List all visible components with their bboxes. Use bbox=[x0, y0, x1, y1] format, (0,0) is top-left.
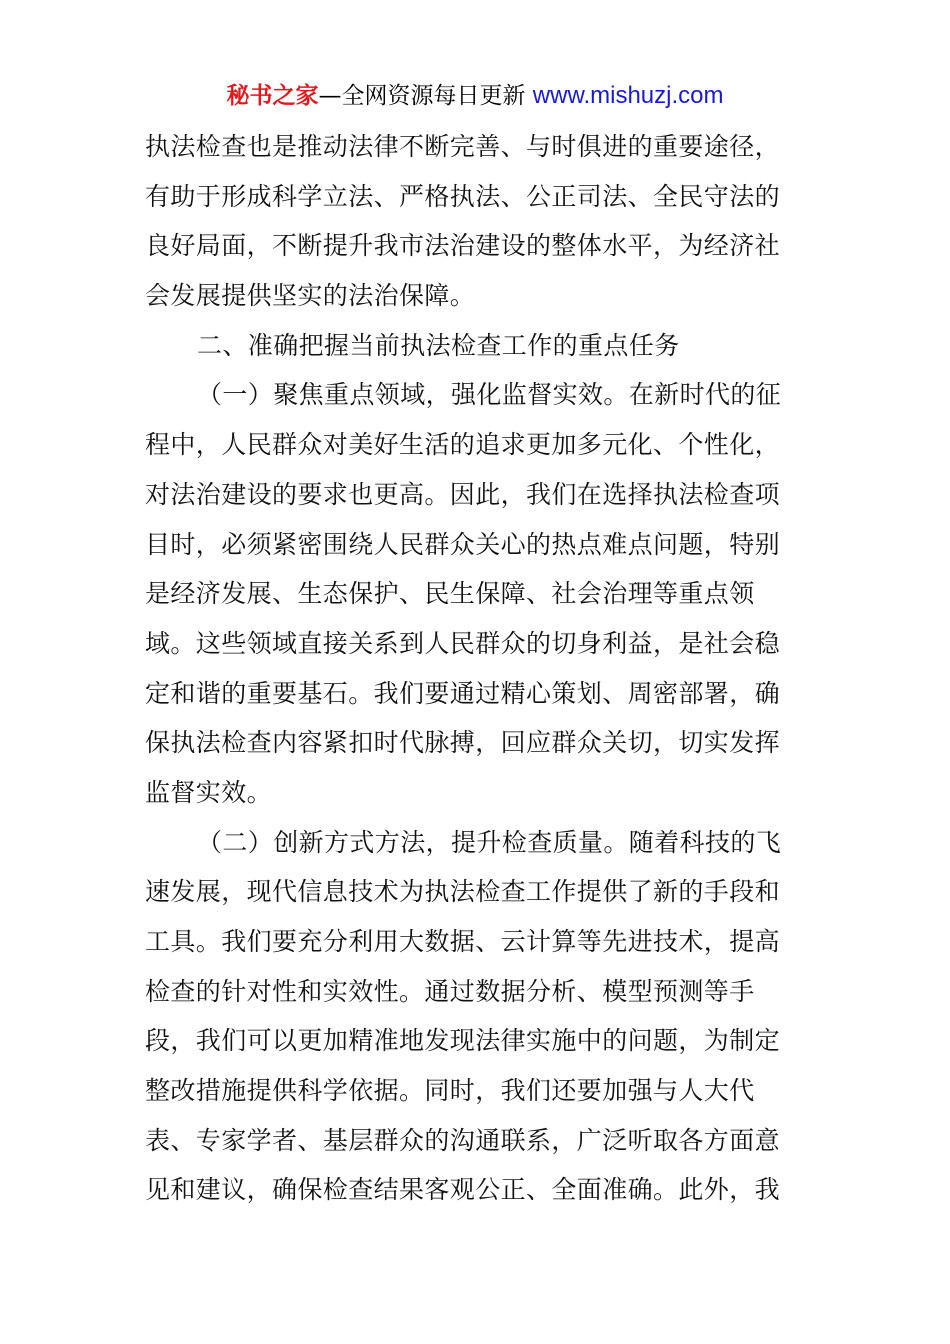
brand-name: 秘书之家 bbox=[226, 83, 319, 109]
text-line: 工具。我们要充分利用大数据、云计算等先进技术，提高 bbox=[145, 927, 781, 956]
text-line: 程中，人民群众对美好生活的追求更加多元化、个性化， bbox=[145, 430, 781, 460]
text-line: 见和建议，确保检查结果客观公正、全面准确。此外，我 bbox=[145, 1175, 781, 1205]
text-line: 二、准确把握当前执法检查工作的重点任务 bbox=[197, 330, 680, 360]
text-line: 会发展提供坚实的法治保障。 bbox=[145, 281, 476, 311]
header-slogan: —全网资源每日更新 bbox=[318, 83, 533, 109]
text-line: 是经济发展、生态保护、民生保障、社会治理等重点领 bbox=[145, 579, 755, 609]
text-line: 良好局面，不断提升我市法治建设的整体水平，为经济社 bbox=[145, 231, 781, 261]
text-line: 执法检查也是推动法律不断完善、与时俱进的重要途径， bbox=[145, 132, 781, 161]
site-url-link[interactable]: www.mishuzj.com bbox=[532, 82, 724, 109]
text-line: 保执法检查内容紧扣时代脉搏，回应群众关切，切实发挥 bbox=[145, 728, 781, 758]
document-body bbox=[145, 122, 810, 1215]
text-line: 目时，必须紧密围绕人民群众关心的热点难点问题，特别 bbox=[145, 529, 781, 559]
text-line: 速发展，现代信息技术为执法检查工作提供了新的手段和 bbox=[145, 877, 781, 907]
text-line: 监督实效。 bbox=[145, 777, 273, 807]
text-line: 检查的针对性和实效性。通过数据分析、模型预测等手 bbox=[145, 976, 755, 1006]
text-line: 域。这些领域直接关系到人民群众的切身利益，是社会稳 bbox=[145, 628, 781, 658]
text-line: 段，我们可以更加精准地发现法律实施中的问题，为制定 bbox=[145, 1026, 781, 1056]
text-line: 整改措施提供科学依据。同时，我们还要加强与人大代 bbox=[145, 1076, 755, 1106]
text-line: 表、专家学者、基层群众的沟通联系，广泛听取各方面意 bbox=[145, 1125, 781, 1155]
text-line: （一）聚焦重点领域，强化监督实效。在新时代的征 bbox=[197, 380, 782, 410]
text-line: 有助于形成科学立法、严格执法、公正司法、全民守法的 bbox=[145, 181, 781, 211]
text-line: 对法治建设的要求也更高。因此，我们在选择执法检查项 bbox=[145, 479, 781, 509]
text-line: （二）创新方式方法，提升检查质量。随着科技的飞 bbox=[197, 827, 782, 857]
text-line: 定和谐的重要基石。我们要通过精心策划、周密部署，确 bbox=[145, 678, 781, 708]
site-header bbox=[0, 80, 950, 112]
